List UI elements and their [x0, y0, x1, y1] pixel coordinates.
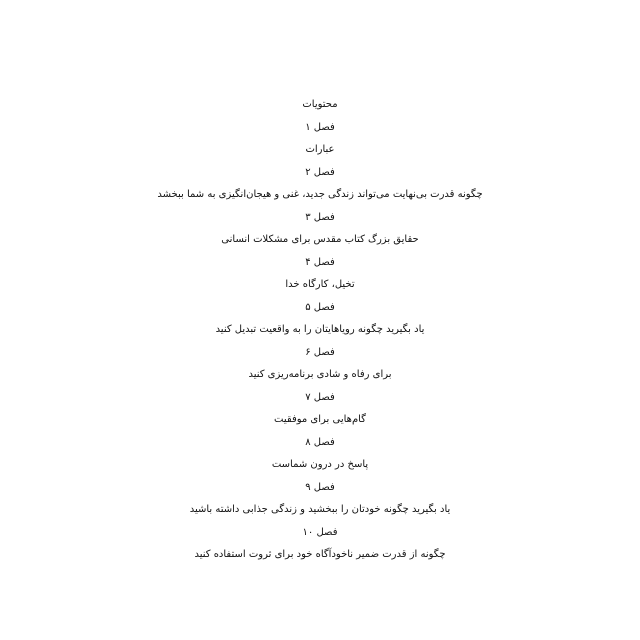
chapter-number: فصل ۸: [305, 436, 335, 448]
chapter-title: پاسخ در درون شماست: [271, 459, 369, 470]
toc-entry-chapter-8: [0, 432, 640, 477]
chapter-title: یاد بگیرید چگونه خودتان را ببخشید و زندگی جذابی داشته باشید: [189, 504, 451, 515]
toc-entry-chapter-5: [0, 297, 640, 342]
chapter-number: فصل ۱۰: [302, 526, 338, 538]
toc-entry-chapter-7: [0, 387, 640, 432]
chapter-title: چگونه قدرت بی‌نهایت می‌تواند زندگی جدید، غنی و هیجان‌انگیزی به شما ببخشد: [157, 189, 483, 200]
toc-entry-chapter-10: [0, 522, 640, 567]
toc-entry-chapter-2: [0, 162, 640, 207]
chapter-title: تخیل، کارگاه خدا: [285, 279, 355, 290]
chapter-title: یاد بگیرید چگونه رویاهایتان را به واقعیت تبدیل کنید: [215, 324, 425, 335]
toc-entry-chapter-1: [0, 117, 640, 162]
chapter-number: فصل ۷: [305, 391, 335, 403]
chapter-number: فصل ۹: [305, 481, 335, 493]
toc-entry-chapter-3: [0, 207, 640, 252]
chapter-title: برای رفاه و شادی برنامه‌ریزی کنید: [248, 369, 392, 380]
chapter-number: فصل ۳: [305, 211, 335, 223]
chapter-number: فصل ۴: [305, 256, 335, 268]
chapter-number: فصل ۲: [305, 166, 335, 178]
chapter-title: عبارات: [305, 144, 335, 155]
toc-entry-chapter-6: [0, 342, 640, 387]
chapter-number: فصل ۶: [305, 346, 335, 358]
chapter-title: چگونه از قدرت ضمیر ناخودآگاه خود برای ثروت استفاده کنید: [194, 549, 446, 560]
toc-heading: محتویات: [302, 99, 338, 110]
chapter-title: حقایق بزرگ کتاب مقدس برای مشکلات انسانی: [221, 234, 419, 245]
table-of-contents: [0, 94, 640, 567]
toc-entry-chapter-9: [0, 477, 640, 522]
chapter-title: گام‌هایی برای موفقیت: [274, 414, 366, 425]
chapter-number: فصل ۱: [305, 121, 335, 133]
toc-entry-chapter-4: [0, 252, 640, 297]
chapter-number: فصل ۵: [305, 301, 335, 313]
